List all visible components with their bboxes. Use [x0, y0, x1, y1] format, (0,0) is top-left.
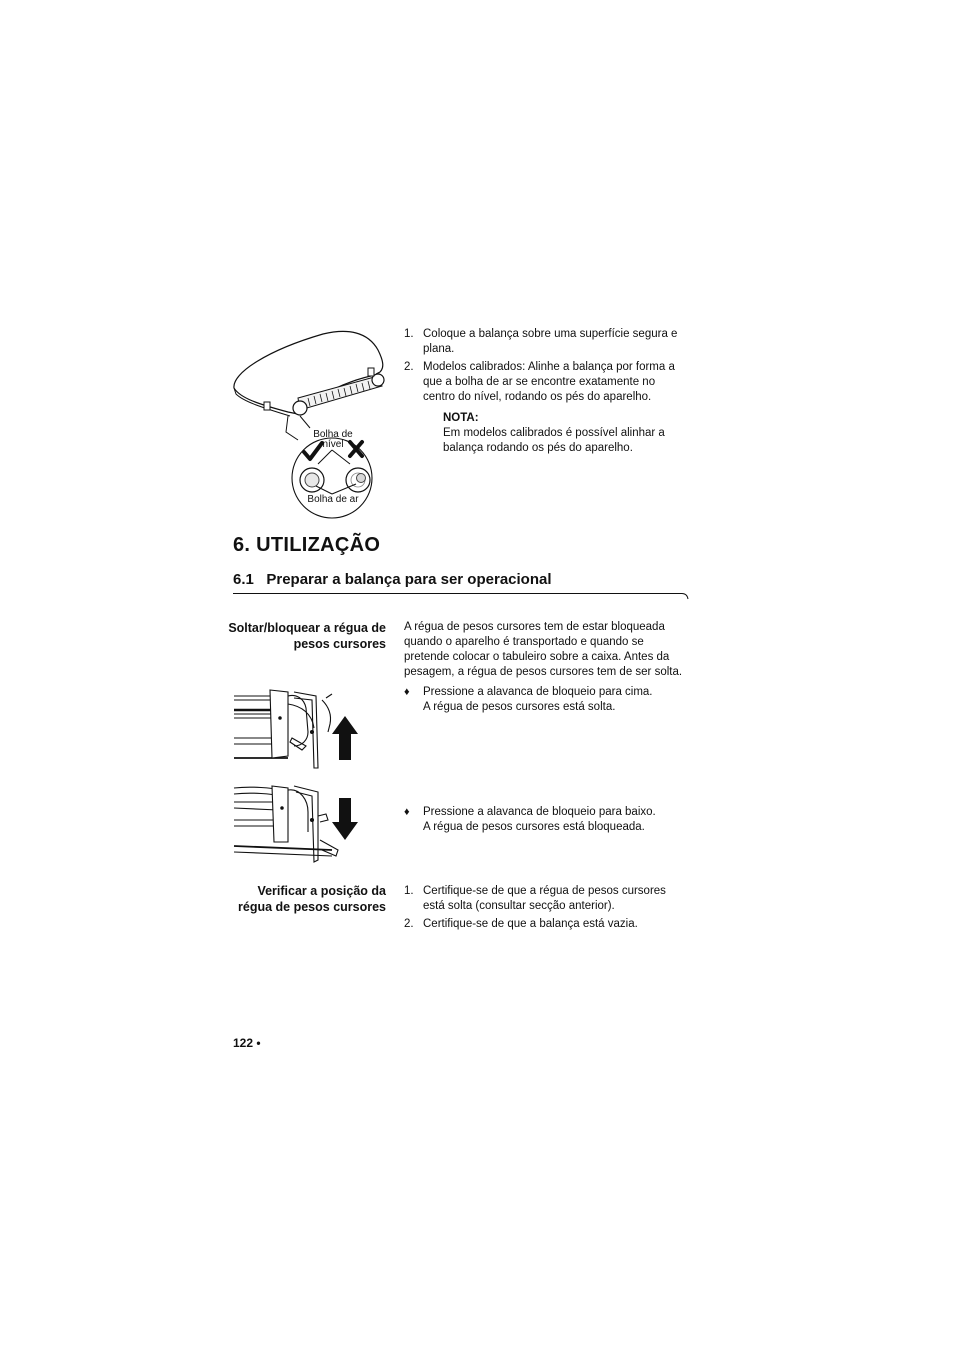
step-text: Certifique-se de que a balança está vazia.: [423, 918, 638, 930]
step-number: 1.: [404, 885, 414, 897]
bullet-lock-line2: A régua de pesos cursores está bloqueada.: [423, 821, 645, 833]
lever-down-figure: [232, 780, 360, 866]
bullet-unlock-line2: A régua de pesos cursores está solta.: [423, 701, 616, 713]
bullet-lock: [404, 805, 708, 835]
step-number: 2.: [404, 918, 414, 930]
note-block: [443, 411, 683, 456]
verify-block: [404, 884, 689, 935]
step-text: Modelos calibrados: Alinhe a balança por forma a que a bolha de ar se encontre exatamente no centro do nível, rodando os pés do aparelho.: [423, 361, 675, 403]
lock-heading: Soltar/bloquear a régua de pesos cursores: [228, 621, 386, 651]
section-title: 6.1 Preparar a balança para ser operacional: [233, 571, 552, 588]
diamond-bullet-icon: ♦: [404, 686, 410, 698]
intro-step: [404, 327, 689, 357]
note-title: NOTA:: [443, 412, 479, 424]
page-number: 122 •: [233, 1036, 261, 1050]
step-text: Certifique-se de que a régua de pesos cursores está solta (consultar secção anterior).: [423, 885, 666, 912]
diamond-bullet-icon: ♦: [404, 806, 410, 818]
verify-step: [404, 884, 689, 914]
chapter-title: 6. UTILIZAÇÃO: [233, 534, 381, 556]
scale-level-figure: [228, 328, 396, 520]
lever-up-figure: [232, 688, 360, 770]
section-rule: [233, 592, 689, 604]
bullet-lock-line1: Pressione a alavanca de bloqueio para baixo.: [423, 806, 656, 818]
air-bubble-label: Bolha de ar: [307, 494, 359, 505]
intro-steps: [404, 327, 689, 405]
step-number: 1.: [404, 328, 414, 340]
bullet-unlock: [404, 685, 708, 715]
intro-block: [404, 327, 689, 456]
bullet-unlock-line1: Pressione a alavanca de bloqueio para cima.: [423, 686, 653, 698]
intro-step: [404, 360, 689, 405]
lock-paragraph: A régua de pesos cursores tem de estar bloqueada quando o aparelho é transportado e quando se pretende colocar o tabuleiro sobre a caixa. Antes da pesagem, a régua de pesos cursores tem de ser solta.: [404, 621, 683, 678]
level-bubble-label: Bolha de nível: [313, 429, 353, 450]
verify-steps: [404, 884, 689, 932]
note-text: Em modelos calibrados é possível alinhar a balança rodando os pés do aparelho.: [443, 427, 665, 454]
verify-heading: Verificar a posição da régua de pesos cursores: [238, 884, 386, 914]
step-number: 2.: [404, 361, 414, 373]
step-text: Coloque a balança sobre uma superfície segura e plana.: [423, 328, 678, 355]
verify-step: [404, 917, 689, 932]
